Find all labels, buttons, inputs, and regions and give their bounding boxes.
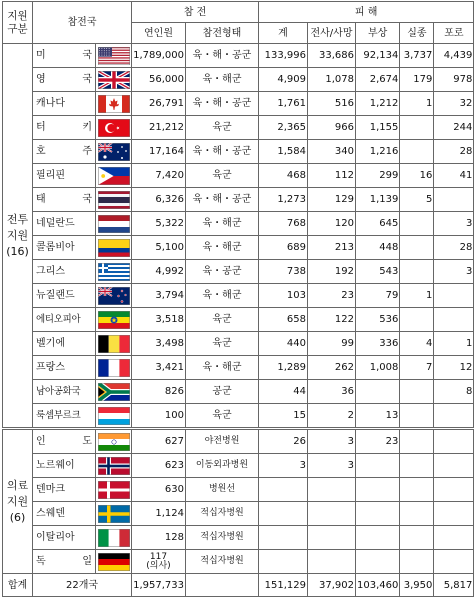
pow-cell: 12: [434, 356, 474, 380]
form-cell: 육군: [186, 404, 259, 429]
flag-ethiopia-icon: [96, 308, 132, 332]
pow-cell: 3: [434, 212, 474, 236]
killed-cell: 966: [308, 116, 356, 140]
total-cell: 1,289: [259, 356, 308, 380]
table-row: [3, 236, 474, 260]
wounded-cell: 299: [356, 164, 400, 188]
form-cell: 육・해군: [186, 284, 259, 308]
killed-cell: 3: [308, 429, 356, 454]
killed-cell: [308, 478, 356, 502]
total-cell: 26: [259, 429, 308, 454]
table-row: [3, 68, 474, 92]
pow-cell: 4,439: [434, 44, 474, 68]
pow-cell: 978: [434, 68, 474, 92]
pow-cell: [434, 478, 474, 502]
country-name: 프랑스: [33, 356, 96, 380]
footer-wounded: 103,460: [356, 574, 400, 597]
wounded-cell: 1,139: [356, 188, 400, 212]
flag-luxembourg-icon: [96, 404, 132, 429]
pow-cell: 1: [434, 332, 474, 356]
wounded-cell: 1,008: [356, 356, 400, 380]
personnel-cell: 4,992: [132, 260, 186, 284]
footer-total: 151,129: [259, 574, 308, 597]
total-cell: [259, 502, 308, 526]
flag-denmark-icon: [96, 478, 132, 502]
table-row: [3, 308, 474, 332]
missing-cell: [400, 429, 434, 454]
form-cell: 공군: [186, 380, 259, 404]
missing-cell: [400, 526, 434, 550]
form-cell: 육・해군: [186, 356, 259, 380]
pow-header: 포로: [434, 23, 474, 44]
country-name: 이탈리아: [33, 526, 96, 550]
personnel-cell: 100: [132, 404, 186, 429]
wounded-cell: [356, 502, 400, 526]
missing-cell: 1: [400, 284, 434, 308]
missing-cell: 179: [400, 68, 434, 92]
total-cell: 468: [259, 164, 308, 188]
wounded-cell: 1,216: [356, 140, 400, 164]
flag-india-icon: [96, 429, 132, 454]
missing-cell: [400, 478, 434, 502]
total-cell: [259, 526, 308, 550]
wounded-cell: 23: [356, 429, 400, 454]
country-name: 태 국: [33, 188, 96, 212]
country-name: 남아공화국: [33, 380, 96, 404]
personnel-cell: 3,421: [132, 356, 186, 380]
total-cell: 1,761: [259, 92, 308, 116]
wounded-cell: 92,134: [356, 44, 400, 68]
form-cell: 이동외과병원: [186, 454, 259, 478]
personnel-cell: 627: [132, 429, 186, 454]
form-cell: 육・해군: [186, 236, 259, 260]
form-cell: 적십자병원: [186, 550, 259, 574]
total-cell: 658: [259, 308, 308, 332]
pow-cell: 8: [434, 380, 474, 404]
wounded-cell: 536: [356, 308, 400, 332]
flag-philippines-icon: [96, 164, 132, 188]
wounded-cell: [356, 526, 400, 550]
form-cell: 육・해・공군: [186, 140, 259, 164]
table-row: [3, 404, 474, 429]
table-row: [3, 356, 474, 380]
table-row: [3, 526, 474, 550]
form-cell: 육군: [186, 116, 259, 140]
country-header: 참전국: [33, 2, 132, 44]
form-cell: 적십자병원: [186, 502, 259, 526]
missing-cell: [400, 260, 434, 284]
flag-netherlands-icon: [96, 212, 132, 236]
table-row: [3, 116, 474, 140]
flag-turkey-icon: [96, 116, 132, 140]
personnel-cell: 5,322: [132, 212, 186, 236]
table-row: [3, 164, 474, 188]
country-name: 스웨덴: [33, 502, 96, 526]
total-cell: 133,996: [259, 44, 308, 68]
flag-newzealand-icon: [96, 284, 132, 308]
country-name: 벨기에: [33, 332, 96, 356]
personnel-cell: 3,518: [132, 308, 186, 332]
flag-italy-icon: [96, 526, 132, 550]
killed-cell: 3: [308, 454, 356, 478]
personnel-cell: 623: [132, 454, 186, 478]
form-cell: 육・해・공군: [186, 44, 259, 68]
missing-cell: 4: [400, 332, 434, 356]
total-cell: 440: [259, 332, 308, 356]
table-row: [3, 44, 474, 68]
flag-germany-icon: [96, 550, 132, 574]
wounded-header: 부상: [356, 23, 400, 44]
table-row: [3, 454, 474, 478]
table-row: [3, 332, 474, 356]
personnel-cell: 5,100: [132, 236, 186, 260]
killed-cell: 340: [308, 140, 356, 164]
participation-header: 참 전: [132, 2, 259, 23]
country-name: 미 국: [33, 44, 96, 68]
country-name: 룩셈부르크: [33, 404, 96, 429]
table-row: [3, 502, 474, 526]
table-row: [3, 140, 474, 164]
support-type-header: 지원 구분: [3, 2, 33, 44]
flag-sweden-icon: [96, 502, 132, 526]
country-name: 인 도: [33, 429, 96, 454]
killed-cell: 213: [308, 236, 356, 260]
country-name: 그리스: [33, 260, 96, 284]
table-row: [3, 380, 474, 404]
personnel-cell: 3,498: [132, 332, 186, 356]
personnel-cell: 7,420: [132, 164, 186, 188]
personnel-cell: 117 (의사): [132, 550, 186, 574]
form-cell: 병원선: [186, 478, 259, 502]
country-name: 영 국: [33, 68, 96, 92]
country-name: 캐나다: [33, 92, 96, 116]
table-row: [3, 260, 474, 284]
personnel-cell: 1,789,000: [132, 44, 186, 68]
killed-cell: 192: [308, 260, 356, 284]
total-cell: 103: [259, 284, 308, 308]
personnel-cell: 26,791: [132, 92, 186, 116]
country-name: 호 주: [33, 140, 96, 164]
pow-cell: [434, 526, 474, 550]
footer-label: 합계: [3, 574, 33, 597]
killed-cell: 2: [308, 404, 356, 429]
group-combat-support: 전투 지원 (16): [3, 44, 33, 429]
country-name: 에티오피아: [33, 308, 96, 332]
total-cell: 768: [259, 212, 308, 236]
wounded-cell: 1,155: [356, 116, 400, 140]
country-name: 노르웨이: [33, 454, 96, 478]
flag-thailand-icon: [96, 188, 132, 212]
pow-cell: 244: [434, 116, 474, 140]
footer-personnel: 1,957,733: [132, 574, 186, 597]
form-cell: 육군: [186, 164, 259, 188]
footer-missing: 3,950: [400, 574, 434, 597]
killed-cell: [308, 550, 356, 574]
missing-cell: [400, 236, 434, 260]
flag-greece-icon: [96, 260, 132, 284]
killed-cell: 1,078: [308, 68, 356, 92]
personnel-cell: 128: [132, 526, 186, 550]
personnel-cell: 6,326: [132, 188, 186, 212]
country-name: 덴마크: [33, 478, 96, 502]
flag-norway-icon: [96, 454, 132, 478]
wounded-cell: 13: [356, 404, 400, 429]
pow-cell: [434, 502, 474, 526]
table-row: [3, 212, 474, 236]
missing-cell: 7: [400, 356, 434, 380]
flag-uk-icon: [96, 68, 132, 92]
pow-cell: [434, 429, 474, 454]
form-cell: 육군: [186, 332, 259, 356]
killed-cell: 33,686: [308, 44, 356, 68]
missing-cell: [400, 502, 434, 526]
total-cell: 44: [259, 380, 308, 404]
flag-southafrica-icon: [96, 380, 132, 404]
footer-form: [186, 574, 259, 597]
total-cell: 2,365: [259, 116, 308, 140]
killed-cell: [308, 502, 356, 526]
wounded-cell: [356, 380, 400, 404]
form-cell: 육군: [186, 308, 259, 332]
personnel-header: 연인원: [132, 23, 186, 44]
form-cell: 육・해・공군: [186, 92, 259, 116]
pow-cell: 41: [434, 164, 474, 188]
total-cell: 738: [259, 260, 308, 284]
missing-cell: [400, 404, 434, 429]
pow-cell: 32: [434, 92, 474, 116]
wounded-cell: 448: [356, 236, 400, 260]
total-cell: [259, 550, 308, 574]
country-name: 독 일: [33, 550, 96, 574]
pow-cell: [434, 188, 474, 212]
table-row: [3, 188, 474, 212]
missing-cell: [400, 550, 434, 574]
form-header: 참전형태: [186, 23, 259, 44]
total-cell: 15: [259, 404, 308, 429]
table-row: [3, 550, 474, 574]
personnel-cell: 56,000: [132, 68, 186, 92]
un-forces-table: [2, 1, 474, 597]
total-cell: [259, 478, 308, 502]
personnel-cell: 17,164: [132, 140, 186, 164]
pow-cell: [434, 308, 474, 332]
country-name: 터 키: [33, 116, 96, 140]
killed-cell: 120: [308, 212, 356, 236]
missing-cell: [400, 380, 434, 404]
killed-cell: 122: [308, 308, 356, 332]
missing-cell: 16: [400, 164, 434, 188]
killed-cell: 36: [308, 380, 356, 404]
personnel-cell: 826: [132, 380, 186, 404]
footer-killed: 37,902: [308, 574, 356, 597]
personnel-cell: 630: [132, 478, 186, 502]
form-cell: 육・해・공군: [186, 188, 259, 212]
missing-cell: 3,737: [400, 44, 434, 68]
total-cell: 1,273: [259, 188, 308, 212]
country-name: 필리핀: [33, 164, 96, 188]
missing-cell: 1: [400, 92, 434, 116]
killed-cell: 112: [308, 164, 356, 188]
wounded-cell: 543: [356, 260, 400, 284]
total-header: 계: [259, 23, 308, 44]
flag-canada-icon: [96, 92, 132, 116]
wounded-cell: 645: [356, 212, 400, 236]
total-cell: 689: [259, 236, 308, 260]
pow-cell: 28: [434, 236, 474, 260]
country-name: 콜롬비아: [33, 236, 96, 260]
wounded-cell: [356, 478, 400, 502]
missing-cell: [400, 212, 434, 236]
missing-cell: [400, 454, 434, 478]
flag-france-icon: [96, 356, 132, 380]
flag-belgium-icon: [96, 332, 132, 356]
country-name: 네덜란드: [33, 212, 96, 236]
table-row: [3, 92, 474, 116]
group-medical-support: 의료 지원 (6): [3, 429, 33, 574]
missing-cell: 5: [400, 188, 434, 212]
missing-cell: [400, 116, 434, 140]
killed-cell: 99: [308, 332, 356, 356]
killed-header: 전사/사망: [308, 23, 356, 44]
form-cell: 육・해군: [186, 212, 259, 236]
pow-cell: [434, 404, 474, 429]
pow-cell: 3: [434, 260, 474, 284]
personnel-cell: 3,794: [132, 284, 186, 308]
wounded-cell: [356, 550, 400, 574]
flag-colombia-icon: [96, 236, 132, 260]
killed-cell: [308, 526, 356, 550]
total-cell: 3: [259, 454, 308, 478]
form-cell: 야전병원: [186, 429, 259, 454]
table-row: [3, 284, 474, 308]
total-cell: 4,909: [259, 68, 308, 92]
pow-cell: [434, 550, 474, 574]
wounded-cell: 336: [356, 332, 400, 356]
country-name: 뉴질랜드: [33, 284, 96, 308]
form-cell: 육・공군: [186, 260, 259, 284]
flag-australia-icon: [96, 140, 132, 164]
pow-cell: [434, 284, 474, 308]
form-cell: 육・해군: [186, 68, 259, 92]
damage-header: 피 해: [259, 2, 474, 23]
footer-countries: 22개국: [33, 574, 132, 597]
total-cell: 1,584: [259, 140, 308, 164]
missing-cell: [400, 308, 434, 332]
killed-cell: 262: [308, 356, 356, 380]
missing-cell: [400, 140, 434, 164]
missing-header: 실종: [400, 23, 434, 44]
wounded-cell: 79: [356, 284, 400, 308]
table-row: [3, 478, 474, 502]
killed-cell: 129: [308, 188, 356, 212]
pow-cell: 28: [434, 140, 474, 164]
killed-cell: 516: [308, 92, 356, 116]
personnel-cell: 1,124: [132, 502, 186, 526]
footer-pow: 5,817: [434, 574, 474, 597]
wounded-cell: 2,674: [356, 68, 400, 92]
wounded-cell: [356, 454, 400, 478]
pow-cell: [434, 454, 474, 478]
flag-usa-icon: [96, 44, 132, 68]
table-row: [3, 429, 474, 454]
form-cell: 적십자병원: [186, 526, 259, 550]
wounded-cell: 1,212: [356, 92, 400, 116]
killed-cell: 23: [308, 284, 356, 308]
personnel-cell: 21,212: [132, 116, 186, 140]
